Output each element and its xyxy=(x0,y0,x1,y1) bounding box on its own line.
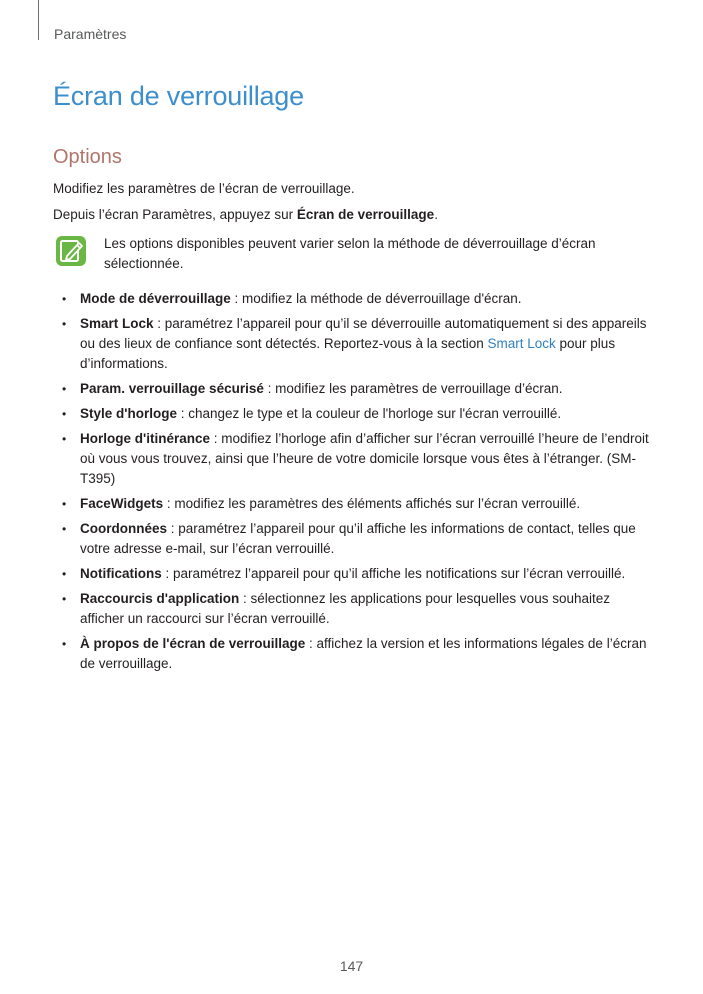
option-term: À propos de l'écran de verrouillage xyxy=(80,636,306,651)
option-term: Notifications xyxy=(80,566,162,581)
option-item xyxy=(62,404,650,424)
option-description: : sélectionnez les applications pour lesquelles vous souhaitez afficher un raccourci sur l’écran verrouillé. xyxy=(80,591,610,626)
option-term: Style d'horloge xyxy=(80,406,177,421)
bullet-icon: • xyxy=(62,432,67,446)
option-description: : affichez la version et les informations légales de l’écran de verrouillage. xyxy=(80,636,647,671)
bullet-icon: • xyxy=(62,292,67,306)
bullet-icon: • xyxy=(62,567,67,581)
header-divider xyxy=(38,0,39,40)
option-item xyxy=(62,564,650,584)
option-term: FaceWidgets xyxy=(80,496,164,511)
option-term: Coordonnées xyxy=(80,521,168,536)
option-description: : paramétrez l’appareil pour qu’il se déverrouille automatiquement si des appareils ou des lieux de confiance sont détectés. Reportez-vous à la section xyxy=(80,316,647,351)
intro-line-2-bold: Écran de verrouillage xyxy=(296,207,435,222)
option-description: : modifiez les paramètres des éléments affichés sur l’écran verrouillé. xyxy=(163,496,581,511)
bullet-icon: • xyxy=(62,497,67,511)
intro-line-2-prefix: Depuis l’écran Paramètres, appuyez sur xyxy=(53,207,297,222)
bullet-icon: • xyxy=(62,407,67,421)
option-item xyxy=(62,589,650,629)
bullet-icon: • xyxy=(62,382,67,396)
option-description: : changez le type et la couleur de l'horloge sur l'écran verrouillé. xyxy=(176,406,562,421)
option-item xyxy=(62,314,650,374)
option-description: : paramétrez l’appareil pour qu’il affiche les notifications sur l’écran verrouillé. xyxy=(161,566,626,581)
intro-line-2 xyxy=(53,205,438,225)
intro-line-2-suffix: . xyxy=(434,207,438,222)
option-description: : modifiez l’horloge afin d’afficher sur l’écran verrouillé l’heure de l’endroit où vous vous trouvez, ainsi que l’heure de votre domicile lorsque vous êtes à l’étranger. (SM-T395) xyxy=(80,431,649,486)
option-term: Param. verrouillage sécurisé xyxy=(80,381,264,396)
option-item xyxy=(62,429,650,489)
option-term: Mode de déverrouillage xyxy=(80,291,231,306)
note-text: Les options disponibles peuvent varier selon la méthode de déverrouillage d’écran sélectionnée. xyxy=(104,236,596,271)
bullet-icon: • xyxy=(62,592,67,606)
option-description: : modifiez les paramètres de verrouillage d’écran. xyxy=(263,381,563,396)
option-item xyxy=(62,289,650,309)
bullet-icon: • xyxy=(62,637,67,651)
option-link[interactable]: Smart Lock xyxy=(487,336,556,351)
option-item xyxy=(62,519,650,559)
option-description: : paramétrez l’appareil pour qu’il affiche les informations de contact, telles que votre adresse e-mail, sur l’écran verrouillé. xyxy=(80,521,636,556)
option-item xyxy=(62,379,650,399)
option-term: Raccourcis d'application xyxy=(80,591,240,606)
option-term: Smart Lock xyxy=(80,316,154,331)
section-title: Options xyxy=(53,146,122,168)
option-term: Horloge d'itinérance xyxy=(80,431,210,446)
page-number: 147 xyxy=(339,958,364,974)
option-description-tail: pour plus d’informations. xyxy=(80,336,616,371)
options-list xyxy=(62,289,650,679)
option-description: : modifiez la méthode de déverrouillage d'écran. xyxy=(230,291,522,306)
bullet-icon: • xyxy=(62,522,67,536)
page-title: Écran de verrouillage xyxy=(53,81,304,111)
note-pencil-icon xyxy=(55,235,87,267)
intro-line-1: Modifiez les paramètres de l’écran de verrouillage. xyxy=(53,181,355,196)
option-item xyxy=(62,494,650,514)
bullet-icon: • xyxy=(62,317,67,331)
header-section-label: Paramètres xyxy=(54,26,127,42)
option-item xyxy=(62,634,650,674)
